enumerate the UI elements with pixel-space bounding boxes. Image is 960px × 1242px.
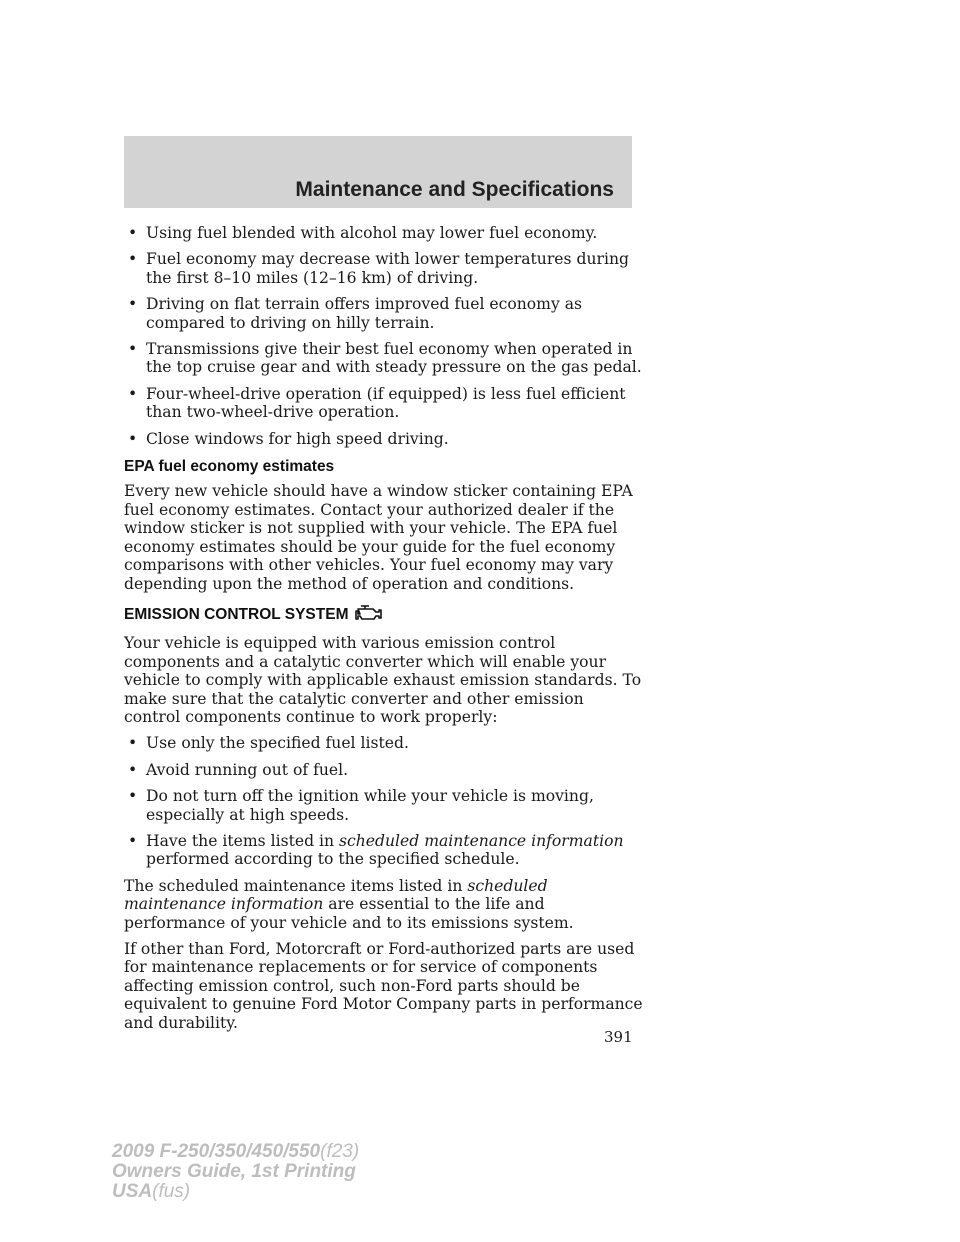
list-item: • Close windows for high speed driving. <box>128 429 449 448</box>
list-item: • Avoid running out of fuel. <box>128 760 349 779</box>
emission-intro: Your vehicle is equipped with various emission control components and a catalytic converter which will enable your vehicle to comply with applicable exhaust emission standards. To make sure that the catalytic converter and other emission control components continue to work properly: <box>124 634 642 726</box>
emission-list <box>124 734 644 868</box>
footer-line-2: Owners Guide, 1st Printing <box>112 1161 356 1182</box>
footer <box>112 1142 359 1202</box>
page-title: Maintenance and Specifications <box>295 178 614 201</box>
bullet-icon: • <box>128 787 138 806</box>
check-engine-icon <box>353 603 383 628</box>
header-band <box>124 136 632 208</box>
bullet-icon: • <box>128 831 138 850</box>
list-item: • Four-wheel-drive operation (if equipped) is less fuel efficient than two-wheel-drive operation. <box>128 384 626 422</box>
emission-heading <box>124 603 644 628</box>
bullet-icon: • <box>128 295 138 314</box>
list-item: • Transmissions give their best fuel economy when operated in the top cruise gear and with steady pressure on the gas pedal. <box>128 340 642 377</box>
list-item: • Using fuel blended with alcohol may lower fuel economy. <box>128 224 598 242</box>
fuel-tips-list <box>124 224 644 448</box>
scheduled-maintenance-paragraph: The scheduled maintenance items listed in scheduled maintenance information are essential to the life and performance of your vehicle and to its emissions system. <box>124 876 574 932</box>
bullet-icon: • <box>128 429 138 448</box>
page-content <box>124 224 644 1040</box>
scheduled-maintenance-ref: scheduled maintenance information <box>124 876 548 914</box>
footer-line-3: USA(fus) <box>112 1181 191 1202</box>
bullet-icon: • <box>128 340 138 359</box>
list-item: • Use only the specified fuel listed. <box>128 734 409 753</box>
parts-paragraph: If other than Ford, Motorcraft or Ford-authorized parts are used for maintenance replacements or for service of components affecting emission control, such non-Ford parts should be equivalent to genuine Ford Motor Company parts in performance and durability. <box>124 940 643 1032</box>
bullet-icon: • <box>128 384 138 403</box>
epa-heading: EPA fuel economy estimates <box>124 458 335 476</box>
epa-paragraph: Every new vehicle should have a window sticker containing EPA fuel economy estimates. Contact your authorized dealer if the window sticker is not supplied with your vehicle. The EPA fuel economy estimates should be your guide for the fuel economy comparisons with other vehicles. Your fuel economy may vary depending upon the method of operation and conditions. <box>124 482 633 593</box>
bullet-icon: • <box>128 760 138 779</box>
scheduled-maintenance-ref: scheduled maintenance information <box>339 831 624 850</box>
list-item: • Do not turn off the ignition while your vehicle is moving, especially at high speeds. <box>128 787 594 824</box>
list-item: • Fuel economy may decrease with lower temperatures during the first 8–10 miles (12–16 km) of driving. <box>128 250 629 287</box>
page-number: 391 <box>604 1028 633 1046</box>
list-item: • Have the items listed in scheduled maintenance information performed according to the specified schedule. <box>128 831 624 869</box>
emission-heading-text: EMISSION CONTROL SYSTEM <box>124 605 349 623</box>
bullet-icon: • <box>128 250 138 269</box>
footer-line-1: 2009 F-250/350/450/550(f23) <box>112 1141 360 1162</box>
bullet-icon: • <box>128 224 138 242</box>
bullet-icon: • <box>128 734 138 753</box>
list-item: • Driving on flat terrain offers improved fuel economy as compared to driving on hilly terrain. <box>128 295 583 332</box>
